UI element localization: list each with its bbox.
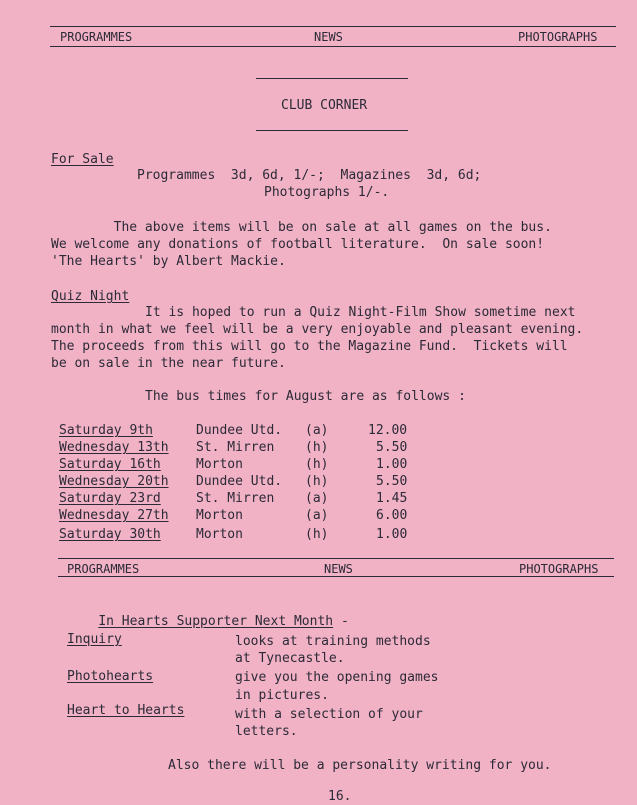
for-sale-para-2: We welcome any donations of football literature. On sale soon! (51, 237, 545, 252)
quiz-line-3: The proceeds from this will go to the Magazine Fund. Tickets will (51, 339, 568, 354)
bus-venue: (h) (305, 527, 329, 542)
bus-opponent: St. Mirren (196, 491, 275, 506)
bus-venue: (h) (305, 440, 329, 455)
next-month-heading: In Hearts Supporter Next Month (98, 614, 334, 629)
bus-opponent: St. Mirren (196, 440, 275, 455)
bus-venue: (h) (305, 474, 329, 489)
quiz-heading: Quiz Night (51, 289, 130, 304)
quiz-line-4: be on sale in the near future. (51, 356, 286, 371)
next-month-closing: Also there will be a personality writing for you. (168, 758, 552, 773)
quiz-line-2: month in what we feel will be a very enjoyable and pleasant evening. (51, 322, 584, 337)
page-title: CLUB CORNER (281, 98, 368, 113)
bus-time: 12.00 (368, 423, 408, 438)
header-news: NEWS (314, 30, 343, 44)
next-month-dash: - (333, 614, 349, 629)
next-item-line: at Tynecastle. (235, 651, 345, 666)
page-number: 16. (328, 789, 352, 804)
title-rule-bottom (256, 130, 408, 131)
bus-time: 6.00 (376, 508, 408, 523)
footer-programmes: PROGRAMMES (67, 562, 140, 576)
bus-time: 1.45 (376, 491, 408, 506)
bus-time: 1.00 (376, 457, 408, 472)
bus-date: Wednesday 27th (59, 508, 169, 523)
footer-nav-rule-bottom (58, 576, 614, 577)
next-item-line: looks at training methods (235, 634, 431, 649)
bus-opponent: Dundee Utd. (196, 474, 283, 489)
bus-date: Saturday 30th (59, 527, 161, 542)
bus-date: Saturday 16th (59, 457, 161, 472)
bus-date: Saturday 9th (59, 423, 153, 438)
header-rule-top (50, 26, 616, 27)
for-sale-line2: Photographs 1/-. (264, 185, 390, 200)
bus-venue: (a) (305, 491, 329, 506)
header-programmes: PROGRAMMES (60, 30, 133, 44)
bus-date: Saturday 23rd (59, 491, 161, 506)
bus-venue: (a) (305, 508, 329, 523)
bus-opponent: Dundee Utd. (196, 423, 283, 438)
next-item-line: with a selection of your (235, 707, 423, 722)
for-sale-heading: For Sale (51, 152, 114, 167)
next-item-label: Photohearts (67, 669, 154, 684)
for-sale-para-3: 'The Hearts' by Albert Mackie. (51, 254, 286, 269)
next-item-line: give you the opening games (235, 670, 439, 685)
bus-opponent: Morton (196, 457, 243, 472)
next-item-label: Heart to Hearts (67, 703, 185, 718)
next-item-line: letters. (235, 724, 298, 739)
footer-news: NEWS (324, 562, 353, 576)
for-sale-para-1: The above items will be on sale at all games on the bus. (51, 220, 552, 235)
next-item-line: in pictures. (235, 688, 329, 703)
bus-intro: The bus times for August are as follows : (145, 389, 466, 404)
footer-nav-rule-top (58, 558, 614, 559)
footer-photographs: PHOTOGRAPHS (519, 562, 599, 576)
bus-time: 1.00 (376, 527, 408, 542)
bus-time: 5.50 (376, 440, 408, 455)
bus-opponent: Morton (196, 527, 243, 542)
header-photographs: PHOTOGRAPHS (518, 30, 598, 44)
title-rule-top (256, 78, 408, 79)
bus-venue: (h) (305, 457, 329, 472)
quiz-line-1: It is hoped to run a Quiz Night-Film Show sometime next (145, 305, 576, 320)
bus-opponent: Morton (196, 508, 243, 523)
bus-time: 5.50 (376, 474, 408, 489)
bus-date: Wednesday 13th (59, 440, 169, 455)
bus-date: Wednesday 20th (59, 474, 169, 489)
bus-venue: (a) (305, 423, 329, 438)
header-rule-bottom (50, 46, 616, 47)
next-item-label: Inquiry (67, 632, 122, 647)
for-sale-line1: Programmes 3d, 6d, 1/-; Magazines 3d, 6d; (137, 168, 482, 183)
